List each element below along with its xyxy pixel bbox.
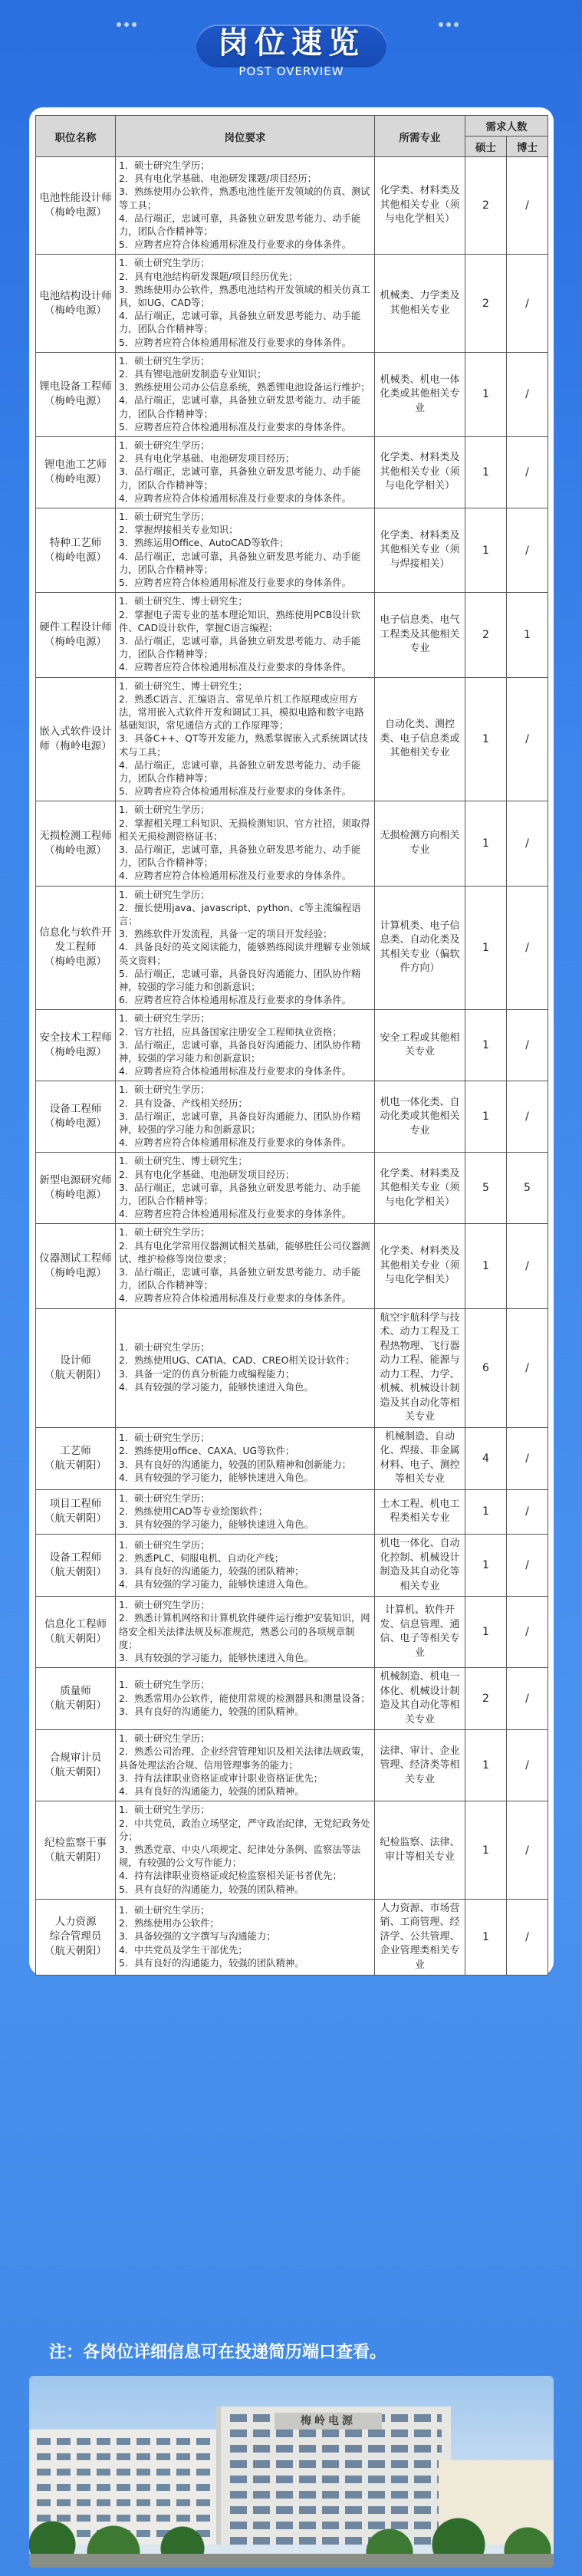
requirement-item: 4．应聘者应符合体检通用标准及行业要求的身体条件。 <box>119 492 351 504</box>
requirement-item: 3．持有法律职业资格证或审计职业资格证优先； <box>119 1772 324 1784</box>
requirement-item: 4．具有良好的沟通能力，较强的团队精神。 <box>119 1786 304 1798</box>
title-block <box>189 18 394 80</box>
requirement-item: 1．硕士研究生学历； <box>119 1342 210 1354</box>
master-count: 1 <box>465 886 507 1010</box>
table-row <box>36 1535 548 1597</box>
requirement-item: 3．品行端正，忠诚可靠，具备独立研发思考能力、动手能力，团队合作精神等； <box>119 1182 361 1207</box>
requirement-item: 3．品行端正，忠诚可靠，具备良好沟通能力、团队协作精神，较强的学习能力和创新意识； <box>119 1039 361 1064</box>
requirement-item: 3．具有良好的沟通能力，较强的团队精神； <box>119 1566 304 1578</box>
page-subtitle: POST OVERVIEW <box>238 64 344 78</box>
position-name: 锂电设备工程师 （梅岭电源） <box>36 352 116 436</box>
position-name: 信息化与软件开发工程师 （梅岭电源） <box>36 886 116 1010</box>
required-major: 自动化类、测控类、电子信息类或其他相关专业 <box>375 677 465 801</box>
position-name: 嵌入式软件设计师（梅岭电源） <box>36 677 116 801</box>
required-major: 航空宇航科学与技术、动力工程及工程热物理、飞行器动力工程、能源与动力工程、力学、机械、机械设计制造及其自动化等相关专业 <box>375 1308 465 1427</box>
col-header-name: 职位名称 <box>36 116 116 157</box>
requirement-item: 5．应聘者应符合体检通用标准及行业要求的身体条件。 <box>119 337 351 348</box>
phd-count: / <box>507 437 548 508</box>
position-name: 质量师 （航天朝阳） <box>36 1668 116 1730</box>
table-row <box>36 437 548 508</box>
requirement-item: 2．熟悉计算机网络和计算机软件硬件运行维护安装知识，网络安全相关法律法规及标准规范，熟悉公司的各项规章制度； <box>119 1613 370 1650</box>
requirement-item: 4．品行端正，忠诚可靠，具备独立研发思考能力、动手能力，团队合作精神等； <box>119 212 361 238</box>
requirement-item: 2．具有电化学常用仪器测试相关基础，能够胜任公司仪器测试、维护检修等岗位要求； <box>119 1240 370 1265</box>
requirement-item: 4．中共党员及学生干部优先； <box>119 1944 248 1956</box>
requirement-item: 4．具有较强的学习能力，能够快速进入角色。 <box>119 1472 314 1483</box>
position-requirements <box>116 1801 375 1899</box>
requirement-item: 4．应聘者应符合体检通用标准及行业要求的身体条件。 <box>119 1137 351 1149</box>
requirement-item: 4．应聘者应符合体检通用标准及行业要求的身体条件。 <box>119 870 351 882</box>
position-name: 人力资源 综合管理员 （航天朝阳） <box>36 1899 116 1976</box>
phd-count: / <box>507 1899 548 1976</box>
table-row <box>36 593 548 677</box>
requirement-item: 5．具有良好的沟通能力，较强的团队精神。 <box>119 1957 304 1969</box>
required-major: 机械类、机电一体化类或其他相关专业 <box>375 352 465 436</box>
required-major: 计算机、软件开发、信息管理、通信、电子等相关专业 <box>375 1597 465 1668</box>
position-name: 特种工艺师 （梅岭电源） <box>36 508 116 593</box>
requirement-item: 1．硕士研究生学历； <box>119 1492 210 1504</box>
position-requirements <box>116 593 375 677</box>
required-major: 化学类、材料类及其他相关专业（须与焊接相关） <box>375 508 465 593</box>
position-requirements <box>116 801 375 886</box>
phd-count: / <box>507 1489 548 1535</box>
table-row <box>36 801 548 886</box>
requirement-item: 4．具有较强的学习能力，能够快速进入角色。 <box>119 1381 314 1393</box>
master-count: 1 <box>465 437 507 508</box>
requirement-item: 2．掌握焊接相关专业知识； <box>119 525 238 536</box>
phd-count: / <box>507 508 548 593</box>
master-count: 1 <box>465 801 507 886</box>
master-count: 1 <box>465 1730 507 1801</box>
required-major: 机电一体化类、自动化类或其他相关专业 <box>375 1081 465 1153</box>
requirement-item: 4．品行端正，忠诚可靠，具备独立研发思考能力、动手能力，团队合作精神等； <box>119 395 361 419</box>
phd-count: / <box>507 255 548 352</box>
requirement-item: 4．品行端正，忠诚可靠，具备独立研发思考能力、动手能力，团队合作精神等； <box>119 759 361 784</box>
table-row <box>36 1010 548 1081</box>
decoration-dots-right <box>437 17 468 32</box>
requirement-item: 4．应聘者应符合体检通用标准及行业要求的身体条件。 <box>119 662 351 673</box>
requirement-item: 1．硕士研究生学历； <box>119 804 210 816</box>
position-requirements <box>116 1535 375 1597</box>
requirement-item: 1．硕士研究生学历； <box>119 160 210 171</box>
requirement-item: 5．应聘者应符合体检通用标准及行业要求的身体条件。 <box>119 577 351 589</box>
table-row <box>36 1730 548 1801</box>
position-name: 工艺师 （航天朝阳） <box>36 1427 116 1489</box>
position-requirements <box>116 352 375 436</box>
phd-count: / <box>507 1427 548 1489</box>
position-requirements <box>116 886 375 1010</box>
requirement-item: 3．品行端正，忠诚可靠，具备良好沟通能力、团队协作精神，较强的学习能力和创新意识； <box>119 1110 361 1136</box>
phd-count: / <box>507 1730 548 1801</box>
required-major: 法律、审计、企业管理、经济类等相关专业 <box>375 1730 465 1801</box>
requirement-item: 3．具备一定的仿真分析能力或编程能力； <box>119 1368 295 1380</box>
phd-count: / <box>507 157 548 255</box>
requirement-item: 2．熟悉公司治理、企业经营管理知识及相关法律法规政策，具备处理法治合规、信用管理事务的能力； <box>119 1746 370 1771</box>
requirement-item: 3．熟练使用办公软件，熟悉电池结构开发领域的相关仿真工具，如UG、CAD等； <box>119 284 370 309</box>
position-requirements <box>116 1010 375 1081</box>
position-name: 新型电源研究师 （梅岭电源） <box>36 1153 116 1224</box>
requirement-item: 4．具有较强的学习能力，能够快速进入角色。 <box>119 1579 314 1591</box>
positions-table-body <box>36 157 548 1976</box>
ground <box>29 2554 554 2568</box>
position-name: 电池性能设计师 （梅岭电源） <box>36 157 116 255</box>
requirement-item: 3．具有较强的学习能力，能够快速进入角色。 <box>119 1519 314 1531</box>
requirement-item: 3．熟练使用办公软件，熟悉电池性能开发领域的仿真、测试等工具； <box>119 186 370 211</box>
decoration-dots-left <box>115 17 146 32</box>
required-major: 无损检测方向相关专业 <box>375 801 465 886</box>
page-title: 岗位速览 <box>218 25 365 61</box>
position-name: 设计师 （航天朝阳） <box>36 1308 116 1427</box>
requirement-item: 1．硕士研究生学历； <box>119 1805 210 1816</box>
requirement-item: 5．品行端正，忠诚可靠，具备良好沟通能力、团队协作精神，较强的学习能力和创新意识； <box>119 968 361 992</box>
footer-note: 注：各岗位详细信息可在投递简历端口查看。 <box>49 2343 387 2362</box>
table-row <box>36 1801 548 1899</box>
requirement-item: 1．硕士研究生学历； <box>119 1904 210 1916</box>
required-major: 人力资源、市场营销、工商管理、经济学、公共管理、企业管理类相关专业 <box>375 1899 465 1976</box>
header <box>0 0 582 98</box>
requirement-item: 4．具备良好的英文阅读能力，能够熟练阅读并理解专业领域英文资料； <box>119 942 370 966</box>
master-count: 2 <box>465 1668 507 1730</box>
position-requirements <box>116 1081 375 1153</box>
table-row <box>36 255 548 352</box>
requirement-item: 1．硕士研究生学历； <box>119 1433 210 1444</box>
requirement-item: 1．硕士研究生、博士研究生； <box>119 1156 248 1167</box>
master-count: 1 <box>465 1489 507 1535</box>
requirement-item: 5．应聘者应符合体检通用标准及行业要求的身体条件。 <box>119 421 351 433</box>
position-requirements <box>116 1899 375 1976</box>
requirement-item: 3．具有良好的沟通能力，较强的团队精神和创新能力； <box>119 1459 351 1470</box>
requirement-item: 1．硕士研究生学历； <box>119 1013 210 1025</box>
phd-count: / <box>507 1224 548 1308</box>
requirement-item: 1．硕士研究生学历； <box>119 512 210 523</box>
table-row <box>36 157 548 255</box>
requirement-item: 2．掌握相关理工科知识、无损检测知识、官方社招，须取得相关无损检测资格证书； <box>119 818 370 842</box>
requirement-item: 1．硕士研究生学历； <box>119 440 210 452</box>
position-name: 仪器测试工程师 （梅岭电源） <box>36 1224 116 1308</box>
master-count: 2 <box>465 157 507 255</box>
position-name: 无损检测工程师 （梅岭电源） <box>36 801 116 886</box>
master-count: 1 <box>465 1010 507 1081</box>
requirement-item: 4．应聘者应符合体检通用标准及行业要求的身体条件。 <box>119 1293 351 1304</box>
requirement-item: 2．熟悉PLC、伺服电机、自动化产线； <box>119 1553 284 1564</box>
phd-count: / <box>507 1535 548 1597</box>
phd-count: / <box>507 1668 548 1730</box>
col-header-phd: 博士 <box>507 137 548 157</box>
required-major: 安全工程或其他相关专业 <box>375 1010 465 1081</box>
phd-count: / <box>507 1010 548 1081</box>
phd-count: / <box>507 1597 548 1668</box>
table-row <box>36 1308 548 1427</box>
requirement-item: 5．应聘者应符合体检通用标准及行业要求的身体条件。 <box>119 786 351 798</box>
requirement-item: 3．品行端正，忠诚可靠，具备独立研发思考能力、动手能力，团队合作精神等； <box>119 466 361 491</box>
requirement-item: 2．熟悉C语言、汇编语言、常见单片机工作原理或应用方法，常用嵌入式软件开发和调试工具，模拟电路和数字电路基础知识，常见通信方式的工作原理等； <box>119 693 364 732</box>
table-row <box>36 508 548 593</box>
requirement-item: 1．硕士研究生学历； <box>119 1600 210 1611</box>
requirement-item: 1．硕士研究生学历； <box>119 1227 210 1239</box>
position-name: 设备工程师 （梅岭电源） <box>36 1081 116 1153</box>
requirement-item: 2．具有电池结构研发课题/项目经历优先； <box>119 271 298 282</box>
requirement-item: 1．硕士研究生学历； <box>119 1539 210 1551</box>
required-major: 机械类、力学类及其他相关专业 <box>375 255 465 352</box>
position-requirements <box>116 1597 375 1668</box>
required-major: 机电一体化、自动化控制、机械设计制造及其自动化等相关专业 <box>375 1535 465 1597</box>
position-name: 电池结构设计师 （梅岭电源） <box>36 255 116 352</box>
position-requirements <box>116 1668 375 1730</box>
position-requirements <box>116 1308 375 1427</box>
table-row <box>36 1153 548 1224</box>
requirement-item: 3．熟悉党章、中央八项规定、纪律处分条例、监察法等法规，有较强的公文写作能力； <box>119 1844 361 1869</box>
phd-count: / <box>507 352 548 436</box>
col-header-master: 硕士 <box>465 137 507 157</box>
requirement-item: 2．熟悉常用办公软件，能使用常规的检测器具和测量设备； <box>119 1693 370 1704</box>
requirement-item: 3．品行端正，忠诚可靠，具备独立研发思考能力、动手能力，团队合作精神等； <box>119 1267 361 1291</box>
position-requirements <box>116 677 375 801</box>
requirement-item: 4．持有法律职业资格证或纪检监察相关证书者优先； <box>119 1870 342 1882</box>
requirement-item: 5．具有良好的沟通能力，较强的团队精神。 <box>119 1883 304 1895</box>
phd-count: / <box>507 886 548 1010</box>
table-row <box>36 1489 548 1535</box>
position-requirements <box>116 1153 375 1224</box>
requirement-item: 4．品行端正，忠诚可靠，具备独立研发思考能力、动手能力，团队合作精神等； <box>119 311 361 335</box>
master-count: 1 <box>465 1535 507 1597</box>
phd-count: / <box>507 801 548 886</box>
phd-count: / <box>507 1081 548 1153</box>
requirement-item: 1．硕士研究生学历； <box>119 1084 210 1096</box>
master-count: 1 <box>465 1081 507 1153</box>
phd-count: 5 <box>507 1153 548 1224</box>
position-name: 合规审计员 （航天朝阳） <box>36 1730 116 1801</box>
table-row <box>36 1597 548 1668</box>
required-major: 化学类、材料类及其他相关专业（须与电化学相关） <box>375 437 465 508</box>
master-count: 1 <box>465 1224 507 1308</box>
requirement-item: 1．硕士研究生学历； <box>119 355 210 367</box>
required-major: 机械制造、自动化、焊接、非金属材料、电子、测控等相关专业 <box>375 1427 465 1489</box>
master-count: 1 <box>465 1597 507 1668</box>
requirement-item: 2．中共党员，政治立场坚定，严守政治纪律，无党纪政务处分； <box>119 1818 370 1842</box>
table-row <box>36 1224 548 1308</box>
master-count: 1 <box>465 677 507 801</box>
requirement-item: 2．具有设备、产线相关经历； <box>119 1097 248 1109</box>
requirement-item: 4．应聘者应符合体检通用标准及行业要求的身体条件。 <box>119 1066 351 1077</box>
position-requirements <box>116 255 375 352</box>
requirement-item: 2．具有锂电池研发制造专业知识； <box>119 369 267 380</box>
required-major: 电子信息类、电气工程类及其他相关专业 <box>375 593 465 677</box>
position-requirements <box>116 437 375 508</box>
requirement-item: 2．擅长使用java、javascript、python、c等主流编程语言； <box>119 902 361 926</box>
position-requirements <box>116 157 375 255</box>
required-major: 化学类、材料类及其他相关专业（须与电化学相关） <box>375 1153 465 1224</box>
col-header-count: 需求人数 <box>465 116 548 137</box>
requirement-item: 2．具有电化学基础、电池研发项目经历； <box>119 453 295 465</box>
required-major: 化学类、材料类及其他相关专业（须与电化学相关） <box>375 1224 465 1308</box>
requirement-item: 2．熟练使用办公软件； <box>119 1918 219 1930</box>
requirement-item: 2．熟练使用CAD等专业绘图软件； <box>119 1505 268 1517</box>
requirement-item: 2．掌握电子需专业的基本理论知识，熟练使用PCB设计软件、CAD设计软件，掌握C语言编程； <box>119 609 361 633</box>
position-name: 硬件工程设计师 （梅岭电源） <box>36 593 116 677</box>
requirement-item: 2．熟练使用office、CAXA、UG等软件； <box>119 1446 295 1457</box>
requirement-item: 1．硕士研究生学历； <box>119 258 210 269</box>
table-row <box>36 1081 548 1153</box>
requirement-item: 3．具备C++、QT等开发能力，熟悉掌握嵌入式系统调试技术与工具； <box>119 733 368 758</box>
requirement-item: 1．硕士研究生学历； <box>119 889 210 900</box>
master-count: 1 <box>465 1801 507 1899</box>
requirement-item: 6．应聘者应符合体检通用标准及行业要求的身体条件。 <box>119 995 351 1006</box>
positions-table-card <box>29 107 554 1976</box>
required-major: 纪检监察、法律、审计等相关专业 <box>375 1801 465 1899</box>
building-sign: 梅岭电源 <box>275 2413 382 2430</box>
position-requirements <box>116 1730 375 1801</box>
requirement-item: 3．具有良好的沟通能力，较强的团队精神。 <box>119 1706 304 1717</box>
master-count: 1 <box>465 508 507 593</box>
table-row <box>36 352 548 436</box>
building-photo <box>29 2376 554 2568</box>
requirement-item: 3．品行端正，忠诚可靠，具备独立研发思考能力、动手能力，团队合作精神等； <box>119 635 361 660</box>
requirement-item: 2．熟练使用UG、CATIA、CAD、CREO相关设计软件； <box>119 1355 355 1367</box>
master-count: 4 <box>465 1427 507 1489</box>
phd-count: / <box>507 677 548 801</box>
col-header-requirements: 岗位要求 <box>116 116 375 157</box>
required-major: 计算机类、电子信息类、自动化类及其相关专业（偏软件方向） <box>375 886 465 1010</box>
position-name: 锂电池工艺师 （梅岭电源） <box>36 437 116 508</box>
table-row <box>36 677 548 801</box>
requirement-item: 3．熟练软件开发流程，具备一定的项目开发经验； <box>119 929 333 940</box>
requirement-item: 4．应聘者应符合体检通用标准及行业要求的身体条件。 <box>119 1209 351 1220</box>
master-count: 2 <box>465 593 507 677</box>
requirement-item: 3．熟练运用Office、AutoCAD等软件； <box>119 538 289 549</box>
requirement-item: 3．熟练使用公司办公信息系统，熟悉锂电池设备运行维护； <box>119 382 370 393</box>
requirement-item: 2．具有电化学基础、电池研发课题/项目经历； <box>119 173 317 185</box>
position-requirements <box>116 1489 375 1535</box>
requirement-item: 1．硕士研究生学历； <box>119 1733 210 1745</box>
required-major: 机械制造、机电一体化、机械设计制造及其自动化等相关专业 <box>375 1668 465 1730</box>
master-count: 6 <box>465 1308 507 1427</box>
requirement-item: 3．品行端正，忠诚可靠，具备独立研发思考能力、动手能力，团队合作精神等； <box>119 844 361 869</box>
col-header-major: 所需专业 <box>375 116 465 157</box>
table-row <box>36 1427 548 1489</box>
table-row <box>36 1668 548 1730</box>
position-name: 项目工程师 （航天朝阳） <box>36 1489 116 1535</box>
requirement-item: 1．硕士研究生学历； <box>119 1679 210 1691</box>
requirement-item: 5．应聘者应符合体检通用标准及行业要求的身体条件。 <box>119 239 351 251</box>
requirement-item: 4．品行端正，忠诚可靠，具备独立研发思考能力、动手能力，团队合作精神等； <box>119 551 361 575</box>
position-requirements <box>116 508 375 593</box>
positions-table <box>35 115 548 1976</box>
master-count: 1 <box>465 352 507 436</box>
phd-count: 1 <box>507 593 548 677</box>
master-count: 2 <box>465 255 507 352</box>
required-major: 土木工程、机电工程类相关专业 <box>375 1489 465 1535</box>
master-count: 1 <box>465 1899 507 1976</box>
phd-count: / <box>507 1308 548 1427</box>
master-count: 5 <box>465 1153 507 1224</box>
position-name: 安全技术工程师 （梅岭电源） <box>36 1010 116 1081</box>
table-row <box>36 1899 548 1976</box>
position-name: 信息化工程师 （航天朝阳） <box>36 1597 116 1668</box>
requirement-item: 2．具有电化学基础、电池研发项目经历； <box>119 1169 295 1180</box>
position-requirements <box>116 1427 375 1489</box>
required-major: 化学类、材料类及其他相关专业（须与电化学相关） <box>375 157 465 255</box>
position-name: 纪检监察干事 （航天朝阳） <box>36 1801 116 1899</box>
table-row <box>36 886 548 1010</box>
requirement-item: 1．硕士研究生、博士研究生； <box>119 596 248 607</box>
requirement-item: 3．具有较强的学习能力，能够快速进入角色。 <box>119 1653 314 1664</box>
phd-count: / <box>507 1801 548 1899</box>
requirement-item: 3．具备较强的文字撰写与沟通能力； <box>119 1931 276 1943</box>
requirement-item: 1．硕士研究生、博士研究生； <box>119 680 248 692</box>
position-requirements <box>116 1224 375 1308</box>
requirement-item: 2．官方社招，应具备国家注册安全工程师执业资格； <box>119 1026 342 1038</box>
position-name: 设备工程师 （航天朝阳） <box>36 1535 116 1597</box>
